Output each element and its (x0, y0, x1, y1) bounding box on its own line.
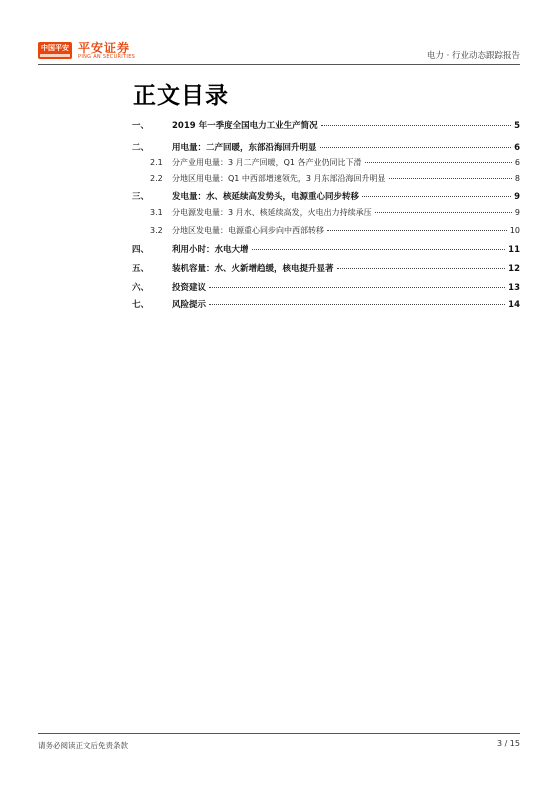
toc-entry-page: 9 (514, 208, 520, 217)
toc-entry-page: 14 (508, 300, 520, 310)
toc-entry-number: 六、 (132, 283, 150, 293)
toc-entry[interactable] (150, 225, 520, 236)
footer-disclaimer: 请务必阅读正文后免责条款 (38, 741, 128, 750)
header-divider (38, 64, 520, 65)
toc-entry-label: 装机容量：水、火新增趋缓，核电提升显著 (172, 264, 334, 274)
toc-dot-leader (365, 162, 512, 163)
toc-entry[interactable] (150, 207, 520, 218)
toc-entry-number: 五、 (132, 264, 150, 274)
toc-dot-leader (327, 230, 507, 231)
toc-entry-page: 6 (514, 143, 520, 153)
toc-entry-number: 七、 (132, 300, 150, 310)
toc-entry-number: 二、 (132, 143, 150, 153)
toc-entry-label: 2019 年一季度全国电力工业生产简况 (172, 121, 318, 131)
toc-entry-number: 三、 (132, 192, 150, 202)
ping-an-badge-icon (38, 42, 72, 59)
toc-entry-number: 2.1 (150, 158, 163, 167)
toc-entry-page: 11 (508, 245, 520, 255)
toc-dot-leader (209, 287, 505, 288)
toc-entry-label: 投资建议 (172, 283, 207, 293)
toc-entry[interactable] (132, 298, 520, 310)
toc-dot-leader (375, 212, 512, 213)
company-name-en: PING AN SECURITIES (78, 54, 136, 60)
toc-dot-leader (252, 249, 506, 250)
toc-dot-leader (362, 196, 511, 197)
toc-entry-label: 分地区发电量：电源重心同步向中西部转移 (172, 226, 324, 235)
toc-entry-label: 用电量：二产回暖，东部沿海回升明显 (172, 143, 317, 153)
toc-entry[interactable] (132, 243, 520, 255)
toc-entry[interactable] (132, 190, 520, 202)
toc-entry-label: 风险提示 (172, 300, 207, 310)
toc-entry[interactable] (132, 119, 520, 131)
company-name: 平安证券 (78, 41, 131, 55)
toc-entry-label: 分地区用电量：Q1 中西部增速领先，3 月东部沿海回升明显 (172, 174, 386, 183)
toc-entry-label: 利用小时：水电大增 (172, 245, 249, 255)
toc-entry[interactable] (132, 281, 520, 293)
toc-dot-leader (337, 268, 506, 269)
toc-entry-page: 5 (514, 121, 520, 131)
toc-entry[interactable] (150, 173, 520, 184)
toc-entry[interactable] (150, 157, 520, 168)
toc-dot-leader (389, 178, 512, 179)
toc-entry-page: 9 (514, 192, 520, 202)
logo-badge-text: 中国平安 (41, 44, 69, 52)
toc-entry-label: 发电量：水、核延续高发势头，电源重心同步转移 (172, 192, 360, 202)
footer-divider (38, 733, 520, 734)
toc-entry-page: 12 (508, 264, 520, 274)
toc-entry-number: 3.1 (150, 208, 163, 217)
toc-entry[interactable] (132, 262, 520, 274)
toc-dot-leader (320, 147, 512, 148)
toc-dot-leader (321, 125, 511, 126)
toc-entry-page: 8 (514, 174, 520, 183)
report-type: 电力 · 行业动态跟踪报告 (426, 51, 520, 61)
toc-entry-number: 一、 (132, 121, 150, 131)
toc-entry-number: 3.2 (150, 226, 163, 235)
toc-entry[interactable] (132, 141, 520, 153)
toc-entry-page: 13 (508, 283, 520, 293)
page-indicator: 3 / 15 (496, 739, 520, 748)
toc-entry-number: 2.2 (150, 174, 163, 183)
toc-entry-page: 10 (509, 226, 520, 235)
toc-title: 正文目录 (133, 83, 229, 109)
toc-dot-leader (209, 304, 505, 305)
toc-entry-page: 6 (514, 158, 520, 167)
toc-entry-label: 分电源发电量：3 月水、核延续高发，火电出力持续承压 (172, 208, 372, 217)
toc-entry-label: 分产业用电量：3 月二产回暖，Q1 各产业仍同比下滑 (172, 158, 362, 167)
toc-entry-number: 四、 (132, 245, 150, 255)
